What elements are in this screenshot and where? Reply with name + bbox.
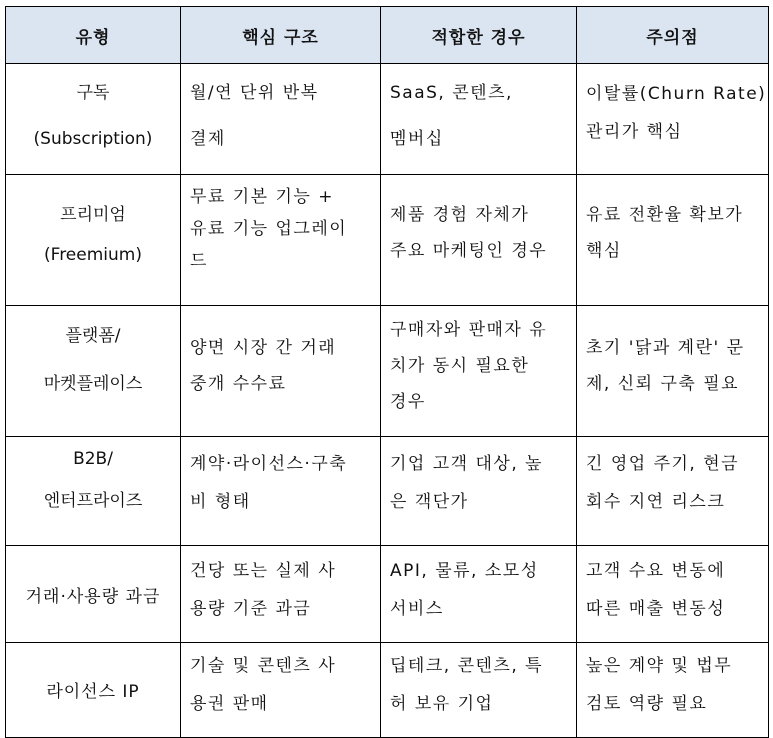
type-cell	[6, 64, 181, 175]
table-row	[6, 306, 769, 437]
fit-line: 은 객단가	[390, 492, 469, 512]
caution-line: 유료 전환율 확보가	[586, 205, 744, 225]
fit-line: 주요 마케팅인 경우	[390, 241, 548, 261]
structure-line: 월/연 단위 반복	[190, 83, 319, 103]
structure-line: 비 형태	[190, 492, 251, 512]
caution-cell	[577, 175, 769, 306]
table-row	[6, 64, 769, 175]
structure-line: 계약·라이선스·구축	[190, 454, 348, 474]
business-model-table-wrapper	[5, 6, 769, 738]
caution-cell	[577, 306, 769, 437]
fit-line: 제품 경험 자체가	[390, 205, 530, 225]
structure-cell	[181, 546, 381, 643]
caution-line: 초기 '닭과 계란' 문	[586, 338, 745, 358]
header-caution: 주의점	[577, 7, 769, 64]
fit-cell	[381, 306, 577, 437]
caution-line: 높은 계약 및 법무	[586, 656, 733, 676]
header-structure: 핵심 구조	[181, 7, 381, 64]
fit-line: SaaS, 콘텐츠,	[390, 83, 513, 103]
caution-cell	[577, 437, 769, 546]
fit-line: 기업 고객 대상, 높	[390, 454, 544, 474]
caution-cell	[577, 64, 769, 175]
caution-line: 핵심	[586, 241, 622, 261]
structure-line: 무료 기본 기능 +	[190, 187, 334, 207]
structure-line: 드	[190, 251, 208, 271]
table-row	[6, 437, 769, 546]
structure-cell	[181, 306, 381, 437]
fit-line: 구매자와 판매자 유	[390, 320, 548, 340]
table-row	[6, 643, 769, 738]
caution-line: 긴 영업 주기, 현금	[586, 454, 740, 474]
structure-cell	[181, 64, 381, 175]
table-header-row	[6, 7, 769, 64]
structure-cell	[181, 175, 381, 306]
type-line: 플랫폼/	[65, 326, 121, 346]
table-row	[6, 546, 769, 643]
fit-line: 경우	[390, 392, 426, 412]
fit-line: 딥테크, 콘텐츠, 특	[390, 656, 544, 676]
type-cell	[6, 175, 181, 306]
caution-line: 제, 신뢰 구축 필요	[586, 374, 740, 394]
fit-cell	[381, 64, 577, 175]
caution-cell	[577, 546, 769, 643]
type-line: (Freemium)	[44, 245, 142, 265]
table-row	[6, 175, 769, 306]
structure-line: 결제	[190, 129, 226, 149]
caution-line: 고객 수요 변동에	[586, 561, 726, 581]
caution-cell	[577, 643, 769, 738]
type-cell	[6, 546, 181, 643]
structure-line: 용량 기준 과금	[190, 599, 312, 619]
fit-cell	[381, 175, 577, 306]
fit-cell	[381, 643, 577, 738]
fit-line: 멤버십	[390, 129, 444, 149]
header-type: 유형	[6, 7, 181, 64]
caution-line: 관리가 핵심	[586, 122, 683, 142]
structure-line: 유료 기능 업그레이	[190, 219, 348, 239]
caution-line: 이탈률(Churn Rate)	[586, 84, 767, 104]
type-line: 라이선스 IP	[46, 682, 140, 702]
fit-line: 치가 동시 필요한	[390, 356, 530, 376]
structure-line: 양면 시장 간 거래	[190, 338, 337, 358]
type-line: (Subscription)	[33, 129, 153, 149]
structure-line: 건당 또는 실제 사	[190, 561, 337, 581]
type-cell	[6, 643, 181, 738]
type-line: 엔터프라이즈	[43, 491, 143, 511]
fit-line: API, 물류, 소모성	[390, 561, 539, 581]
caution-line: 검토 역량 필요	[586, 694, 708, 714]
structure-cell	[181, 437, 381, 546]
type-line: 마켓플레이스	[43, 374, 143, 394]
type-line: 프리미엄	[60, 205, 126, 225]
caution-line: 회수 지연 리스크	[586, 492, 726, 512]
type-line: 거래·사용량 과금	[25, 587, 161, 607]
structure-line: 용권 판매	[190, 694, 269, 714]
fit-cell	[381, 437, 577, 546]
fit-line: 서비스	[390, 599, 444, 619]
structure-line: 기술 및 콘텐츠 사	[190, 656, 337, 676]
caution-line: 따른 매출 변동성	[586, 599, 726, 619]
fit-cell	[381, 546, 577, 643]
type-cell	[6, 306, 181, 437]
type-cell	[6, 437, 181, 546]
business-model-table	[5, 6, 769, 738]
type-line: B2B/	[73, 449, 113, 469]
structure-line: 중개 수수료	[190, 374, 287, 394]
header-fit: 적합한 경우	[381, 7, 577, 64]
type-line: 구독	[76, 83, 110, 103]
structure-cell	[181, 643, 381, 738]
fit-line: 허 보유 기업	[390, 694, 494, 714]
